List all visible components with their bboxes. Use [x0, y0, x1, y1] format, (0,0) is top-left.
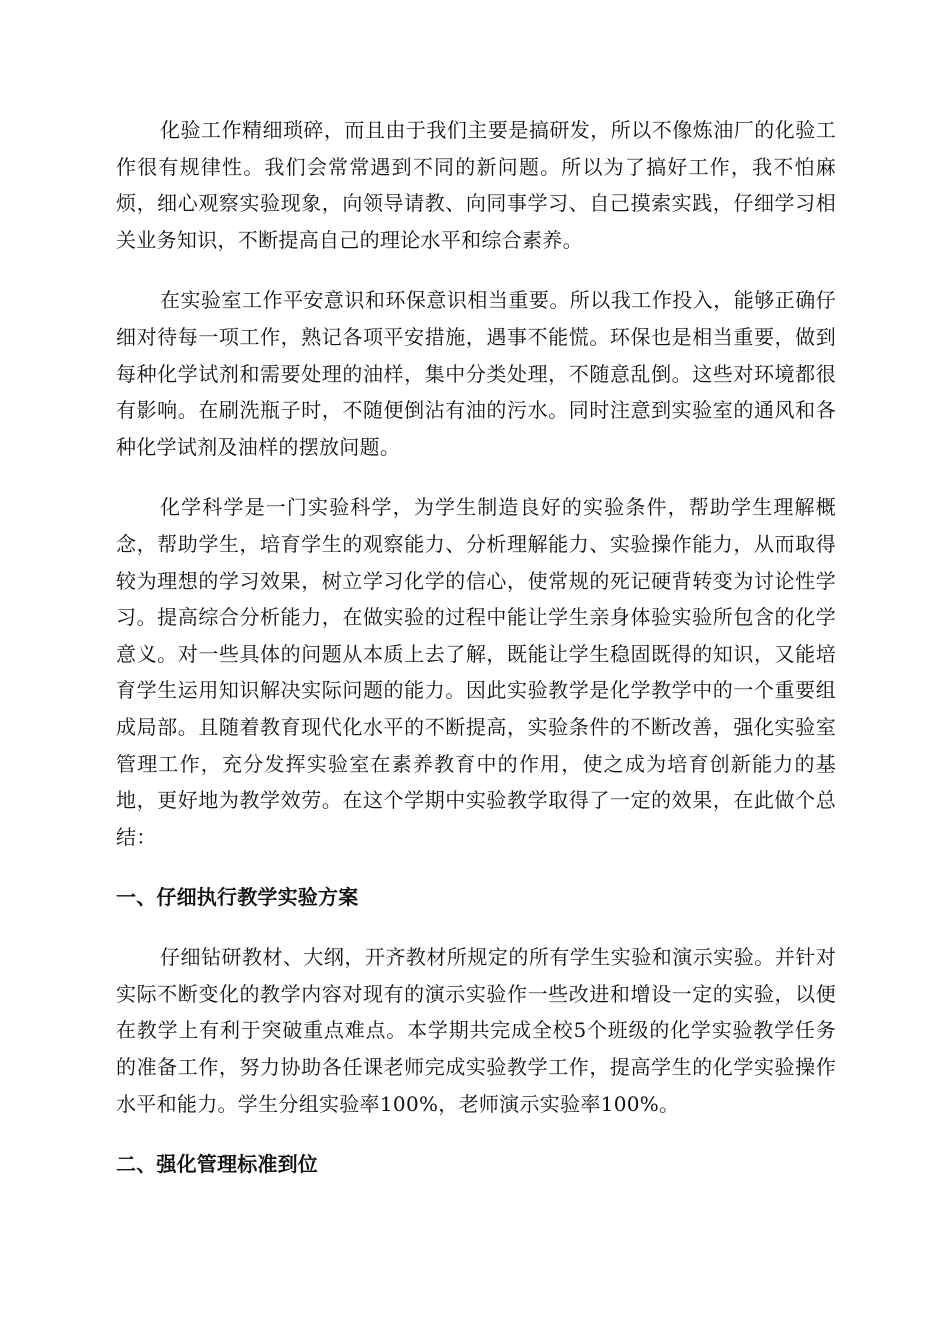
- paragraph-safety-environment: 在实验室工作平安意识和环保意识相当重要。所以我工作投入，能够正确仔细对待每一项工作，熟记各项平安措施，遇事不能慌。环保也是相当重要，做到每种化学试剂和需要处理的油样，集中分类处理，不随意乱倒。这些对环境都很有影响。在刷洗瓶子时，不随便倒沾有油的污水。同时注意到实验室的通风和各种化学试剂及油样的摆放问题。: [116, 288, 836, 459]
- paragraph-section-1: 仔细钻研教材、大纲，开齐教材所规定的所有学生实验和演示实验。并针对实际不断变化的教学内容对现有的演示实验作一些改进和增设一定的实验，以便在教学上有利于突破重点难点。本学期共完成全校5个班级的化学实验教学任务的准备工作，努力协助各任课老师完成实验教学工作，提高学生的化学实验操作水平和能力。学生分组实验率100%，老师演示实验率100%。: [116, 945, 836, 1116]
- section-heading-1: 一、仔细执行教学实验方案: [116, 885, 359, 910]
- section-heading-2: 二、强化管理标准到位: [116, 1152, 318, 1177]
- document-body: [116, 112, 836, 1182]
- paragraph-lab-work: 化验工作精细琐碎，而且由于我们主要是搞研发，所以不像炼油厂的化验工作很有规律性。我们会常常遇到不同的新问题。所以为了搞好工作，我不怕麻烦，细心观察实验现象，向领导请教、向同事学习、自己摸索实践，仔细学习相关业务知识，不断提高自己的理论水平和综合素养。: [116, 118, 836, 252]
- paragraph-chemistry-teaching: 化学科学是一门实验科学，为学生制造良好的实验条件，帮助学生理解概念，帮助学生，培育学生的观察能力、分析理解能力、实验操作能力，从而取得较为理想的学习效果，树立学习化学的信心，使常规的死记硬背转变为讨论性学习。提高综合分析能力，在做实验的过程中能让学生亲身体验实验所包含的化学意义。对一些具体的问题从本质上去了解，既能让学生稳固既得的知识，又能培育学生运用知识解决实际问题的能力。因此实验教学是化学教学中的一个重要组成局部。且随着教育现代化水平的不断提高，实验条件的不断改善，强化实验室管理工作，充分发挥实验室在素养教育中的作用，使之成为培育创新能力的基地，更好地为教学效劳。在这个学期中实验教学取得了一定的效果，在此做个总结：: [116, 495, 836, 849]
